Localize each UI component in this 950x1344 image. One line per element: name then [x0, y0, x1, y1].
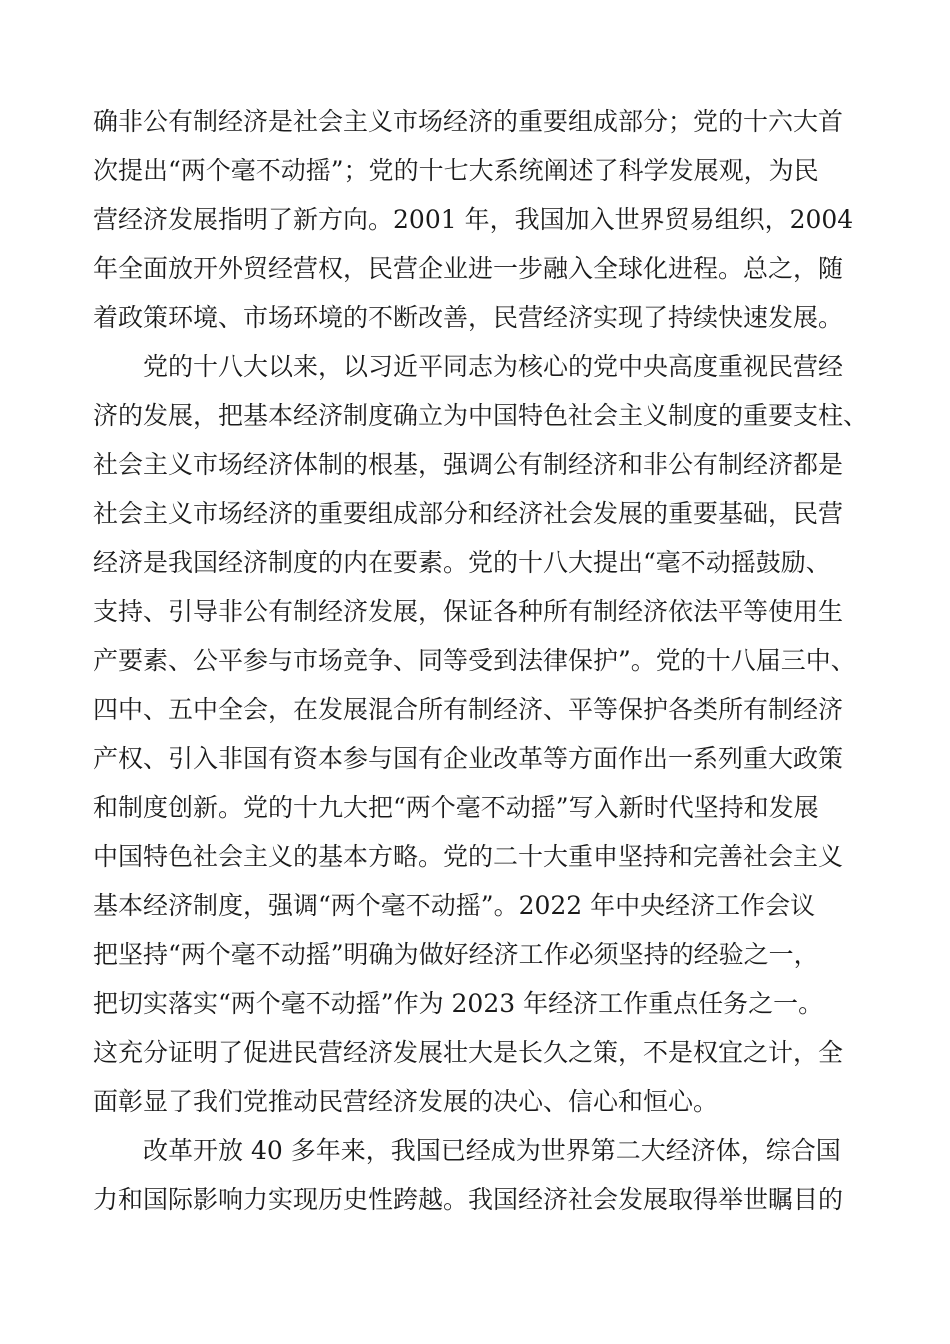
text-line: 经济是我国经济制度的内在要素。党的十八大提出“毫不动摇鼓励、	[93, 548, 831, 577]
text-line: 次提出“两个毫不动摇”；党的十七大系统阐述了科学发展观，为民	[93, 156, 819, 185]
text-line: 确非公有制经济是社会主义市场经济的重要组成部分；党的十六大首	[93, 107, 844, 136]
text-line: 这充分证明了促进民营经济发展壮大是长久之策，不是权宜之计，全	[93, 1038, 844, 1067]
text-line: 四中、五中全会，在发展混合所有制经济、平等保护各类所有制经济	[93, 695, 844, 724]
text-line: 和制度创新。党的十九大把“两个毫不动摇”写入新时代坚持和发展	[93, 793, 819, 822]
paragraph-first-line: 党的十八大以来，以习近平同志为核心的党中央高度重视民营经	[143, 352, 844, 381]
text-line: 社会主义市场经济体制的根基，强调公有制经济和非公有制经济都是	[93, 450, 844, 479]
text-line: 面彰显了我们党推动民营经济发展的决心、信心和恒心。	[93, 1087, 719, 1116]
text-line: 力和国际影响力实现历史性跨越。我国经济社会发展取得举世瞩目的	[93, 1185, 844, 1214]
text-line: 营经济发展指明了新方向。2001 年，我国加入世界贸易组织，2004	[93, 205, 854, 234]
text-line: 社会主义市场经济的重要组成部分和经济社会发展的重要基础，民营	[93, 499, 844, 528]
text-line: 把坚持“两个毫不动摇”明确为做好经济工作必须坚持的经验之一，	[93, 940, 819, 969]
text-line: 支持、引导非公有制经济发展，保证各种所有制经济依法平等使用生	[93, 597, 844, 626]
text-line: 年全面放开外贸经营权，民营企业进一步融入全球化进程。总之，随	[93, 254, 844, 283]
text-line: 中国特色社会主义的基本方略。党的二十大重申坚持和完善社会主义	[93, 842, 844, 871]
text-line: 产要素、公平参与市场竞争、同等受到法律保护”。党的十八届三中、	[93, 646, 856, 675]
text-line: 济的发展，把基本经济制度确立为中国特色社会主义制度的重要支柱、	[93, 401, 869, 430]
text-line: 着政策环境、市场环境的不断改善，民营经济实现了持续快速发展。	[93, 303, 844, 332]
paragraph-first-line: 改革开放 40 多年来，我国已经成为世界第二大经济体，综合国	[143, 1136, 841, 1165]
text-line: 基本经济制度，强调“两个毫不动摇”。2022 年中央经济工作会议	[93, 891, 816, 920]
text-line: 产权、引入非国有资本参与国有企业改革等方面作出一系列重大政策	[93, 744, 844, 773]
text-line: 把切实落实“两个毫不动摇”作为 2023 年经济工作重点任务之一。	[93, 989, 824, 1018]
